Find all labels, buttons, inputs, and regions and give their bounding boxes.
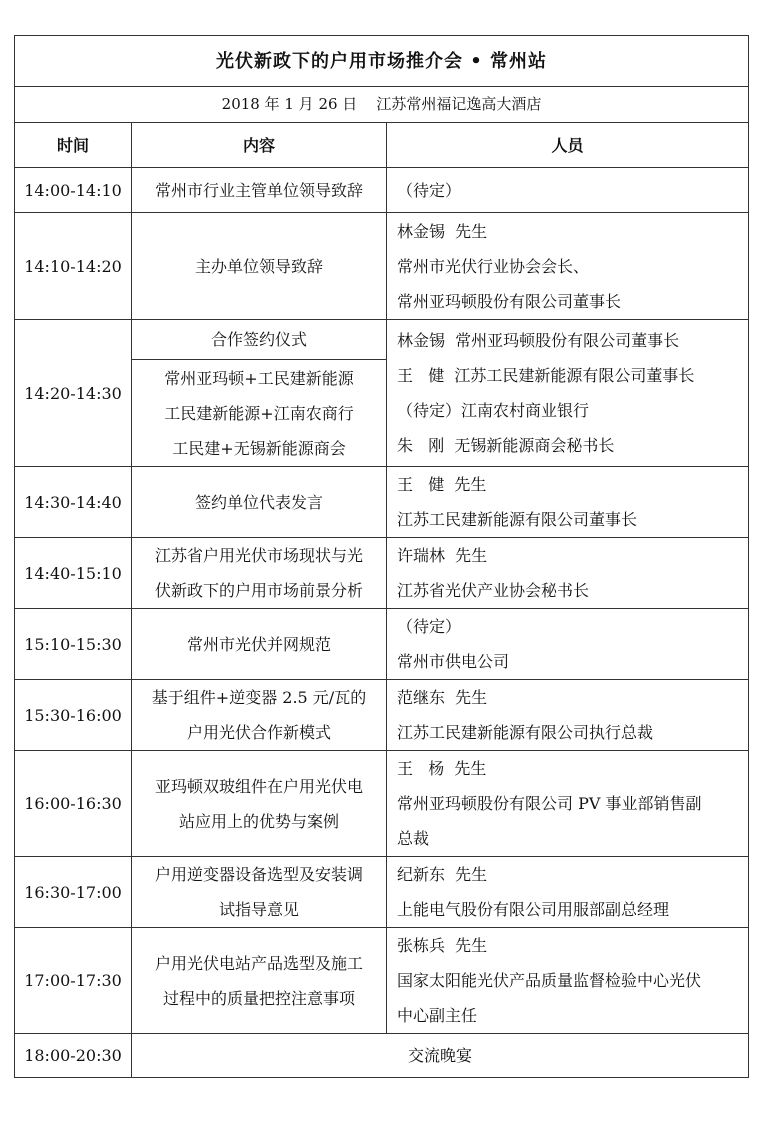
time-cell: 15:10-15:30	[15, 609, 132, 680]
table-row	[15, 213, 749, 320]
content-line: 站应用上的优势与案例	[178, 811, 339, 831]
time-cell: 15:30-16:00	[15, 680, 132, 751]
time-cell: 16:30-17:00	[15, 857, 132, 928]
content-line: 试指导意见	[218, 900, 299, 919]
people-cell	[387, 609, 749, 680]
people-line: 范继东 先生	[397, 688, 488, 707]
table-row	[15, 928, 749, 1034]
people-line: （待定）	[397, 617, 462, 636]
table-row	[15, 538, 749, 609]
time-cell: 14:40-15:10	[15, 538, 132, 609]
time-cell: 14:30-14:40	[15, 467, 132, 538]
people-line: 江苏工民建新能源有限公司董事长	[397, 510, 638, 529]
people-line: 常州亚玛顿股份有限公司 PV 事业部销售副	[397, 794, 702, 813]
content-line: 户用光伏合作新模式	[186, 723, 331, 742]
content-line: 户用逆变器设备选型及安装调	[154, 865, 363, 884]
content-cell	[132, 538, 387, 609]
people-cell	[387, 168, 749, 213]
content-line: 基于组件+逆变器 2.5 元/瓦的	[151, 688, 367, 707]
content-line: 签约单位代表发言	[194, 492, 323, 512]
content-line: 交流晚宴	[408, 1046, 473, 1065]
content-cell	[132, 751, 387, 857]
people-line: 总裁	[397, 829, 430, 848]
content-line: 工民建+无锡新能源商会	[172, 438, 346, 458]
people-line: 江苏省光伏产业协会秘书长	[397, 581, 590, 600]
page-title: 光伏新政下的户用市场推介会 • 常州站	[15, 36, 749, 87]
content-cell	[132, 213, 387, 320]
people-cell	[387, 320, 749, 467]
table-row	[15, 857, 749, 928]
table-row	[15, 1034, 749, 1078]
people-cell	[387, 680, 749, 751]
content-cell-signing	[132, 320, 387, 360]
people-line: 上能电气股份有限公司用服部副总经理	[397, 900, 670, 919]
time-cell: 18:00-20:30	[15, 1034, 132, 1078]
content-line: 常州市行业主管单位领导致辞	[154, 180, 363, 200]
content-cell	[132, 680, 387, 751]
people-line: 朱 刚 无锡新能源商会秘书长	[397, 436, 615, 455]
people-line: 纪新东 先生	[397, 865, 488, 884]
table-row	[15, 320, 749, 360]
title-row	[15, 36, 749, 87]
content-cell	[132, 467, 387, 538]
table-row	[15, 467, 749, 538]
content-cell	[132, 609, 387, 680]
column-header-people: 人员	[387, 123, 749, 168]
table-row	[15, 168, 749, 213]
content-line: 伏新政下的户用市场前景分析	[154, 581, 363, 600]
people-line: （待定）江南农村商业银行	[397, 401, 590, 420]
people-cell	[387, 857, 749, 928]
people-line: 王 杨 先生	[397, 759, 487, 778]
time-cell: 14:10-14:20	[15, 213, 132, 320]
people-line: 林金锡 先生	[397, 221, 488, 241]
people-cell	[387, 751, 749, 857]
content-line: 常州亚玛顿+工民建新能源	[164, 368, 354, 388]
content-line: 亚玛顿双玻组件在户用光伏电	[154, 776, 363, 796]
table-row	[15, 680, 749, 751]
time-cell: 14:20-14:30	[15, 320, 132, 467]
people-line: （待定）	[397, 180, 462, 200]
time-cell: 14:00-14:10	[15, 168, 132, 213]
content-line: 主办单位领导致辞	[194, 256, 323, 276]
people-line: 许瑞林 先生	[397, 546, 488, 565]
agenda-table	[14, 35, 749, 1078]
column-header-time: 时间	[15, 123, 132, 168]
column-header-content: 内容	[132, 123, 387, 168]
people-line: 林金锡 常州亚玛顿股份有限公司董事长	[397, 331, 680, 350]
table-row	[15, 609, 749, 680]
people-cell	[387, 538, 749, 609]
people-line: 常州市光伏行业协会会长、	[397, 256, 590, 276]
people-cell	[387, 467, 749, 538]
content-line: 常州市光伏并网规范	[186, 634, 331, 654]
content-line: 工民建新能源+江南农商行	[164, 403, 354, 423]
content-cell	[132, 168, 387, 213]
time-cell: 17:00-17:30	[15, 928, 132, 1034]
people-line: 张栋兵 先生	[397, 936, 488, 955]
time-cell: 16:00-16:30	[15, 751, 132, 857]
content-cell	[132, 928, 387, 1034]
people-line: 常州市供电公司	[397, 652, 510, 671]
people-line: 常州亚玛顿股份有限公司董事长	[397, 291, 622, 311]
people-line: 国家太阳能光伏产品质量监督检验中心光伏	[397, 971, 702, 990]
date-venue: 2018 年 1 月 26 日 江苏常州福记逸高大酒店	[15, 87, 749, 123]
subtitle-row	[15, 87, 749, 123]
people-line: 中心副主任	[397, 1006, 478, 1025]
people-line: 王 健 先生	[397, 475, 487, 494]
table-header-row	[15, 123, 749, 168]
content-line: 合作签约仪式	[210, 330, 307, 349]
content-cell	[132, 857, 387, 928]
content-line: 过程中的质量把控注意事项	[162, 988, 355, 1008]
content-cell-parties	[132, 360, 387, 467]
people-line: 江苏工民建新能源有限公司执行总裁	[397, 723, 654, 742]
people-line: 王 健 江苏工民建新能源有限公司董事长	[397, 366, 695, 385]
content-cell-dinner	[132, 1034, 749, 1078]
table-row	[15, 751, 749, 857]
people-cell	[387, 213, 749, 320]
content-line: 江苏省户用光伏市场现状与光	[154, 546, 363, 565]
people-cell	[387, 928, 749, 1034]
content-line: 户用光伏电站产品选型及施工	[154, 953, 363, 973]
